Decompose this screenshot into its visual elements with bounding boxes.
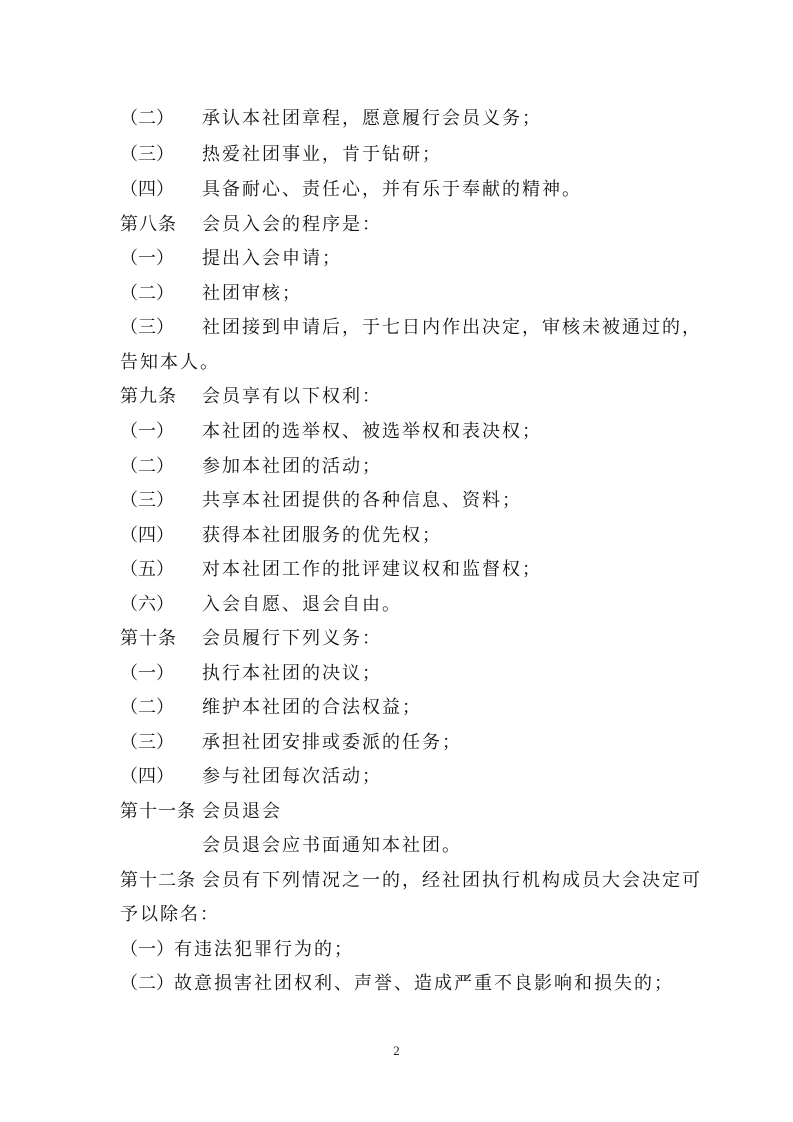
item-2 <box>120 972 674 996</box>
article-label: 第十一条 <box>120 801 196 822</box>
article-text: 会员履行下列义务： <box>202 628 382 649</box>
item-text: 有违法犯罪行为的； <box>174 939 354 960</box>
continuation-text: 告知本人。 <box>120 352 220 373</box>
continuation-text: 予以除名： <box>120 904 220 925</box>
item-label: （一） <box>120 248 174 269</box>
item-label: （三） <box>120 317 174 338</box>
article-label: 第九条 <box>120 386 177 407</box>
continuation-line <box>120 351 220 375</box>
item-text: 维护本社团的合法权益； <box>202 697 422 718</box>
article-label: 第十二条 <box>120 870 196 891</box>
item-1 <box>120 247 342 271</box>
item-label: （一） <box>120 421 174 442</box>
item-text: 对本社团工作的批评建议权和监督权； <box>202 559 542 580</box>
item-text: 故意损害社团权利、声誉、造成严重不良影响和损失的； <box>174 973 674 994</box>
article-11-body <box>202 834 462 858</box>
item-1 <box>120 420 542 444</box>
item-label: （六） <box>120 594 174 615</box>
item-label: （二） <box>120 973 174 994</box>
item-4 <box>120 524 442 548</box>
item-label: （四） <box>120 766 174 787</box>
item-3 <box>120 489 522 513</box>
item-text: 承担社团安排或委派的任务； <box>202 732 462 753</box>
item-3 <box>120 316 702 340</box>
item-2 <box>120 455 382 479</box>
item-4 <box>120 765 382 789</box>
item-text: 共享本社团提供的各种信息、资料； <box>202 490 522 511</box>
item-text: 社团接到申请后，于七日内作出决定，审核未被通过的， <box>202 317 702 338</box>
item-text: 提出入会申请； <box>202 248 342 269</box>
article-text: 会员享有以下权利： <box>202 386 382 407</box>
item-text: 热爱社团事业，肯于钻研； <box>202 144 442 165</box>
item-3 <box>120 731 462 755</box>
item-label: （四） <box>120 179 174 200</box>
item-2 <box>120 282 302 306</box>
item-label: （一） <box>120 939 174 960</box>
article-text: 会员有下列情况之一的，经社团执行机构成员大会决定可 <box>202 870 702 891</box>
item-label: （二） <box>120 456 174 477</box>
article-text: 会员入会的程序是： <box>202 214 382 235</box>
item-text: 执行本社团的决议； <box>202 663 382 684</box>
item-3 <box>120 143 442 167</box>
item-label: （二） <box>120 697 174 718</box>
item-label: （五） <box>120 559 174 580</box>
article-label: 第八条 <box>120 214 177 235</box>
article-label: 第十条 <box>120 628 177 649</box>
item-2 <box>120 696 422 720</box>
item-6 <box>120 593 402 617</box>
item-4 <box>120 178 582 202</box>
article-11 <box>120 800 282 824</box>
item-2 <box>120 107 542 131</box>
item-1 <box>120 938 354 962</box>
item-1 <box>120 662 382 686</box>
article-9 <box>120 385 382 409</box>
item-label: （三） <box>120 490 174 511</box>
article-12 <box>120 869 702 893</box>
item-text: 参加本社团的活动； <box>202 456 382 477</box>
item-label: （二） <box>120 108 174 129</box>
item-5 <box>120 558 542 582</box>
continuation-line <box>120 903 220 927</box>
item-text: 社团审核； <box>202 283 302 304</box>
item-text: 参与社团每次活动； <box>202 766 382 787</box>
item-text: 具备耐心、责任心，并有乐于奉献的精神。 <box>202 179 582 200</box>
item-label: （二） <box>120 283 174 304</box>
item-label: （三） <box>120 144 174 165</box>
page-number: 2 <box>393 1043 400 1058</box>
item-text: 获得本社团服务的优先权； <box>202 525 442 546</box>
article-8 <box>120 213 382 237</box>
item-text: 承认本社团章程，愿意履行会员义务； <box>202 108 542 129</box>
item-label: （三） <box>120 732 174 753</box>
item-text: 本社团的选举权、被选举权和表决权； <box>202 421 542 442</box>
article-text: 会员退会 <box>202 801 282 822</box>
item-label: （一） <box>120 663 174 684</box>
item-label: （四） <box>120 525 174 546</box>
article-body-text: 会员退会应书面通知本社团。 <box>202 835 462 856</box>
article-10 <box>120 627 382 651</box>
item-text: 入会自愿、退会自由。 <box>202 594 402 615</box>
